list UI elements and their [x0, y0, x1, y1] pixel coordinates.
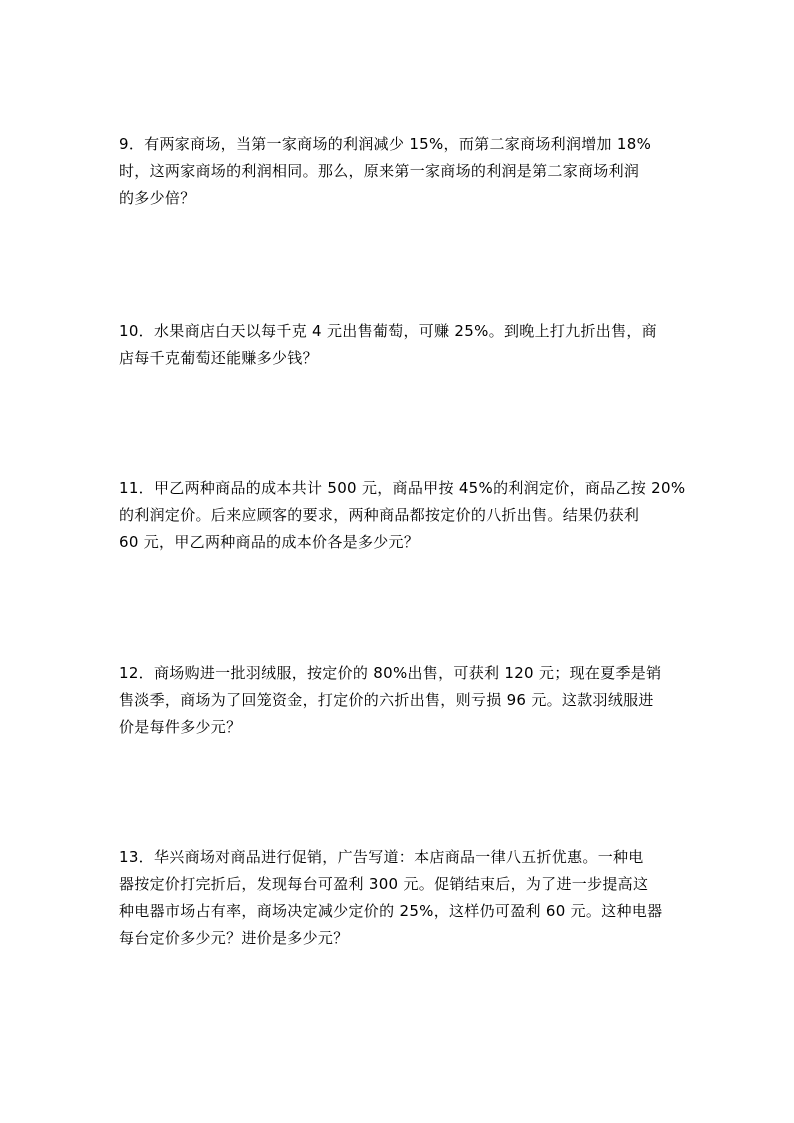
problem-text-line: 售淡季，商场为了回笼资金，打定价的六折出售，则亏损 96 元。这款羽绒服进 [119, 691, 654, 709]
problem-text-line: 10．水果商店白天以每千克 4 元出售葡萄，可赚 25%。到晚上打九折出售，商 [119, 322, 657, 340]
problem-text-line: 价是每件多少元？ [119, 718, 242, 736]
problem-text-line: 时，这两家商场的利润相同。那么，原来第一家商场的利润是第二家商场利润 [119, 162, 640, 180]
problem-text-line: 的利润定价。后来应顾客的要求，两种商品都按定价的八折出售。结果仍获利 [119, 506, 640, 524]
problem-text-line: 种电器市场占有率，商场决定减少定价的 25%，这样仍可盈利 60 元。这种电器 [119, 902, 663, 920]
problem-text-line: 的多少倍？ [119, 189, 196, 207]
problem-10 [119, 318, 679, 372]
problem-text-line: 9．有两家商场，当第一家商场的利润减少 15%，而第二家商场利润增加 18% [119, 135, 652, 153]
problem-text-line: 60 元，甲乙两种商品的成本价各是多少元？ [119, 533, 420, 551]
problem-11 [119, 475, 686, 556]
problem-text-line: 每台定价多少元？进价是多少元？ [119, 929, 349, 947]
problem-text-line: 12．商场购进一批羽绒服，按定价的 80%出售，可获利 120 元；现在夏季是销 [119, 664, 662, 682]
problem-text-line: 器按定价打完折后，发现每台可盈利 300 元。促销结束后，为了进一步提高这 [119, 875, 649, 893]
problem-text-line: 店每千克葡萄还能赚多少钱？ [119, 349, 318, 367]
problem-text-line: 11．甲乙两种商品的成本共计 500 元，商品甲按 45%的利润定价，商品乙按 20% [119, 479, 686, 497]
problem-text-line: 13．华兴商场对商品进行促销，广告写道：本店商品一律八五折优惠。一种电 [119, 848, 644, 866]
problem-9 [119, 131, 679, 212]
problem-13 [119, 844, 679, 952]
problem-12 [119, 660, 679, 741]
